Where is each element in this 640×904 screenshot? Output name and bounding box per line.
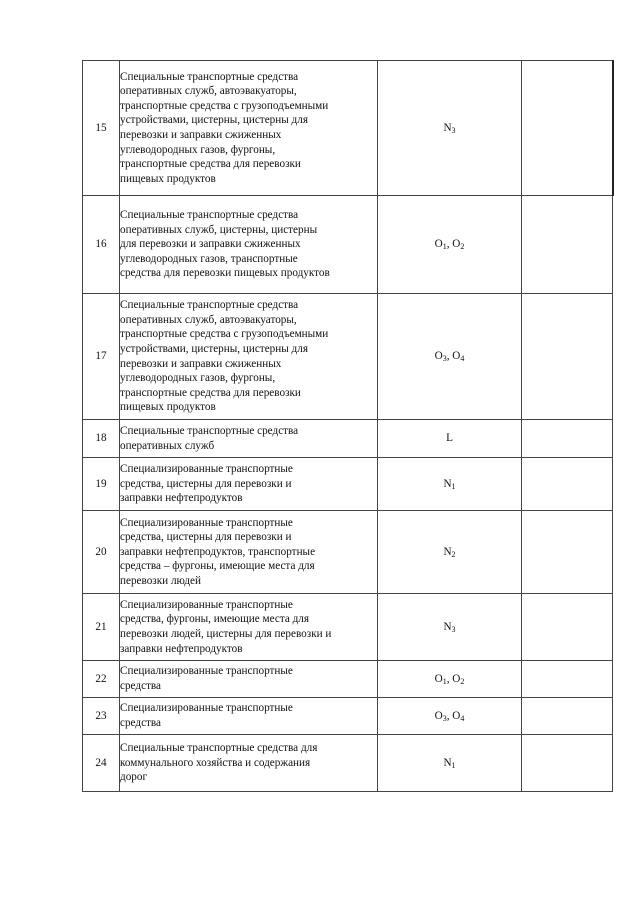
description-line: устройствами, цистерны, цистерны для — [120, 114, 308, 127]
vehicle-description — [120, 196, 378, 294]
row-number: 18 — [83, 420, 120, 458]
row-number: 22 — [83, 661, 120, 698]
vehicle-description — [120, 511, 378, 594]
description-line: Специализированные транспортные — [120, 516, 293, 529]
description-line: средства, фургоны, имеющие места для — [120, 613, 310, 626]
category-letter: O — [434, 709, 443, 722]
empty-cell — [522, 61, 613, 196]
description-line: перевозки и заправки сжиженных — [120, 129, 282, 141]
vehicle-description — [120, 698, 378, 735]
description-line: Специализированные транспортные — [120, 665, 293, 678]
category-letter: L — [446, 432, 453, 445]
category-letter: N — [443, 477, 452, 490]
empty-cell — [522, 511, 613, 594]
vehicle-category: $O_1$, $O_2$ — [378, 196, 522, 294]
table-row — [83, 661, 613, 698]
description-line: транспортные средства с грузоподъемными — [120, 99, 329, 112]
empty-cell — [522, 420, 613, 458]
vehicle-description — [120, 458, 378, 511]
category-letter: N — [443, 121, 452, 134]
description-line: углеводородных газов, фургоны, — [120, 372, 276, 385]
description-line: пищевых продуктов — [120, 172, 216, 185]
vehicle-category: $O_3$, $O_4$ — [378, 294, 522, 420]
category-index: 2 — [460, 676, 465, 686]
category-letter: O — [452, 350, 461, 363]
description-line: транспортные средства для перевозки — [120, 386, 301, 399]
description-line: оперативных служб, автоэвакуаторы, — [120, 85, 297, 98]
category-index: 2 — [451, 549, 456, 559]
description-line: Специальные транспортные средства — [120, 424, 299, 437]
empty-cell — [522, 196, 613, 294]
description-line: оперативных служб, автоэвакуаторы, — [120, 313, 297, 326]
vehicle-description — [120, 735, 378, 792]
category-index: 1 — [451, 760, 456, 770]
table-row — [83, 594, 613, 661]
vehicle-category — [378, 61, 522, 196]
category-index: 1 — [442, 242, 447, 252]
vehicle-description — [120, 594, 378, 661]
table-row — [83, 196, 613, 294]
category-index: 1 — [442, 676, 447, 686]
description-line: углеводородных газов, фургоны, — [120, 143, 276, 156]
category-letter: O — [452, 709, 461, 722]
description-line: заправки нефтепродуктов — [120, 492, 243, 505]
category-index: 3 — [451, 125, 456, 135]
row-number: 24 — [83, 735, 120, 792]
category-letter: N — [443, 620, 452, 633]
table-body — [83, 61, 613, 792]
row-number: 19 — [83, 458, 120, 511]
description-line: перевозки людей — [120, 574, 201, 587]
description-line: транспортные средства для перевозки — [120, 158, 301, 171]
description-line: средства, цистерны для перевозки и — [120, 531, 292, 544]
description-line: Специальные транспортные средства — [120, 70, 299, 83]
description-line: оперативных служб — [120, 439, 215, 452]
vehicle-category — [378, 511, 522, 594]
vehicle-description — [120, 294, 378, 420]
row-number: 15 — [83, 61, 120, 196]
description-line: Специализированные транспортные — [120, 598, 293, 611]
description-line: средства, цистерны для перевозки и — [120, 477, 292, 490]
empty-cell — [522, 458, 613, 511]
description-line: заправки нефтепродуктов, транспортные — [120, 545, 316, 558]
description-line: для перевозки и заправки сжиженных — [120, 238, 301, 251]
description-line: углеводородных газов, транспортные — [120, 252, 298, 265]
empty-cell — [522, 735, 613, 792]
empty-cell — [522, 661, 613, 698]
category-letter: N — [443, 545, 452, 558]
table-row — [83, 420, 613, 458]
description-line: транспортные средства с грузоподъемными — [120, 328, 329, 341]
description-line: Специализированные транспортные — [120, 463, 293, 476]
category-letter: O — [452, 672, 461, 685]
vehicle-category — [378, 594, 522, 661]
category-letter: O — [434, 350, 443, 363]
empty-cell — [522, 594, 613, 661]
vehicle-description — [120, 61, 378, 196]
description-line: перевозки и заправки сжиженных — [120, 357, 282, 370]
empty-cell — [522, 294, 613, 420]
category-index: 3 — [442, 713, 447, 723]
description-line: Специальные транспортные средства — [120, 209, 299, 222]
row-number: 17 — [83, 294, 120, 420]
row-number: 23 — [83, 698, 120, 735]
category-letter: O — [452, 238, 461, 251]
vehicle-category — [378, 420, 522, 458]
vehicle-category-table — [82, 60, 614, 792]
description-line: средства – фургоны, имеющие места для — [120, 560, 315, 573]
vehicle-category: $O_1$, $O_2$ — [378, 661, 522, 698]
empty-cell — [522, 698, 613, 735]
description-line: средства для перевозки пищевых продуктов — [120, 267, 330, 280]
table-row — [83, 698, 613, 735]
category-index: 3 — [442, 354, 447, 364]
description-line: дорог — [120, 771, 148, 784]
table-row — [83, 735, 613, 792]
description-line: перевозки людей, цистерны для перевозки и — [120, 628, 332, 640]
category-letter: O — [434, 672, 443, 685]
vehicle-description — [120, 420, 378, 458]
category-index: 4 — [460, 713, 465, 723]
table-row — [83, 458, 613, 511]
category-index: 4 — [460, 354, 465, 364]
category-index: 2 — [460, 242, 465, 252]
description-line: средства — [120, 680, 162, 692]
vehicle-category — [378, 735, 522, 792]
description-line: Специальные транспортные средства для — [120, 742, 318, 755]
vehicle-category — [378, 458, 522, 511]
category-letter: O — [434, 238, 443, 251]
description-line: средства — [120, 717, 162, 729]
table-row — [83, 294, 613, 420]
row-number: 16 — [83, 196, 120, 294]
description-line: Специальные транспортные средства — [120, 299, 299, 312]
description-line: Специализированные транспортные — [120, 702, 293, 715]
row-number: 21 — [83, 594, 120, 661]
table-row — [83, 61, 613, 196]
category-index: 3 — [451, 624, 456, 634]
vehicle-description — [120, 661, 378, 698]
table-row — [83, 511, 613, 594]
description-line: устройствами, цистерны, цистерны для — [120, 342, 308, 355]
row-number: 20 — [83, 511, 120, 594]
vehicle-category: $O_3$, $O_4$ — [378, 698, 522, 735]
category-index: 1 — [451, 481, 456, 491]
description-line: пищевых продуктов — [120, 401, 216, 414]
description-line: оперативных служб, цистерны, цистерны — [120, 223, 318, 236]
category-letter: N — [443, 756, 452, 769]
description-line: заправки нефтепродуктов — [120, 642, 243, 655]
description-line: коммунального хозяйства и содержания — [120, 756, 311, 769]
